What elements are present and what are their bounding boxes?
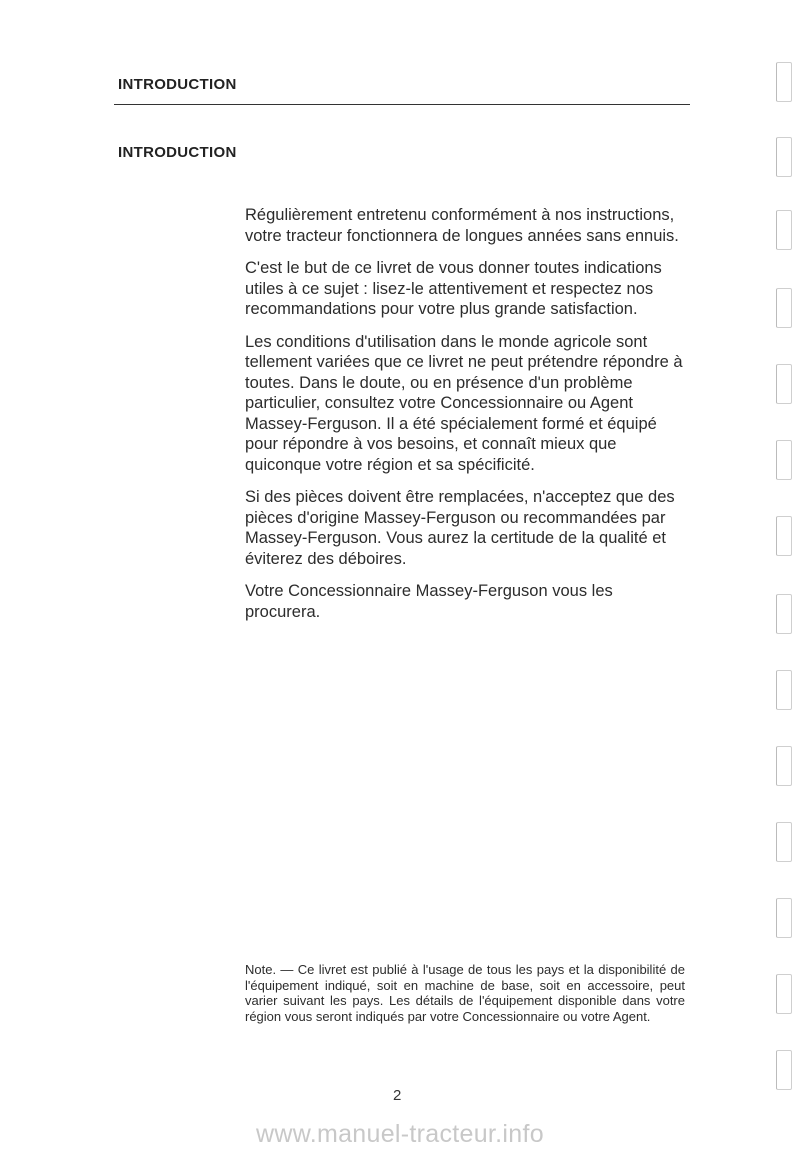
paragraph-1: Régulièrement entretenu conformément à nos instructions, votre tracteur fonctionnera de longues années sans ennuis. — [245, 206, 679, 245]
header-divider — [114, 104, 690, 105]
index-tab — [776, 670, 792, 710]
index-tab — [776, 516, 792, 556]
paragraph-5: Votre Concessionnaire Massey-Ferguson vous les procurera. — [245, 582, 613, 621]
index-tabs — [774, 0, 800, 1160]
section-title: INTRODUCTION — [118, 144, 237, 161]
footnote: Note. — Ce livret est publié à l'usage de tous les pays et la disponibilité de l'équipement indiqué, soit en machine de base, soit en accessoire, peut varier suivant les pays. Les détails de l'équipement disponible dans votre région vous seront indiqués par votre Concessionnaire ou votre Agent. — [245, 962, 685, 1024]
index-tab — [776, 440, 792, 480]
index-tab — [776, 746, 792, 786]
page-number: 2 — [393, 1087, 402, 1104]
index-tab — [776, 594, 792, 634]
paragraph-3: Les conditions d'utilisation dans le monde agricole sont tellement variées que ce livret ne peut prétendre répondre à toutes. Dans le doute, ou en présence d'un problème particulier, consultez votre Concessionnaire ou Agent Massey-Ferguson. Il a été spécialement formé et équipé pour répondre à vos besoins, et connaît mieux que quiconque votre région et sa spécificité. — [245, 332, 683, 474]
index-tab — [776, 288, 792, 328]
index-tab — [776, 364, 792, 404]
paragraph-2: C'est le but de ce livret de vous donner toutes indications utiles à ce sujet : lisez-le attentivement et respectez nos recommandations pour votre plus grande satisfaction. — [245, 259, 662, 318]
index-tab — [776, 137, 792, 177]
body-text — [245, 205, 685, 634]
index-tab — [776, 210, 792, 250]
paragraph-4: Si des pièces doivent être remplacées, n'acceptez que des pièces d'origine Massey-Ferguson ou recommandées par Massey-Ferguson. Vous aurez la certitude de la qualité et éviterez des déboires. — [245, 488, 675, 568]
watermark: www.manuel-tracteur.info — [256, 1120, 544, 1148]
index-tab — [776, 974, 792, 1014]
index-tab — [776, 62, 792, 102]
index-tab — [776, 822, 792, 862]
header-title: INTRODUCTION — [118, 76, 237, 93]
index-tab — [776, 1050, 792, 1090]
index-tab — [776, 898, 792, 938]
